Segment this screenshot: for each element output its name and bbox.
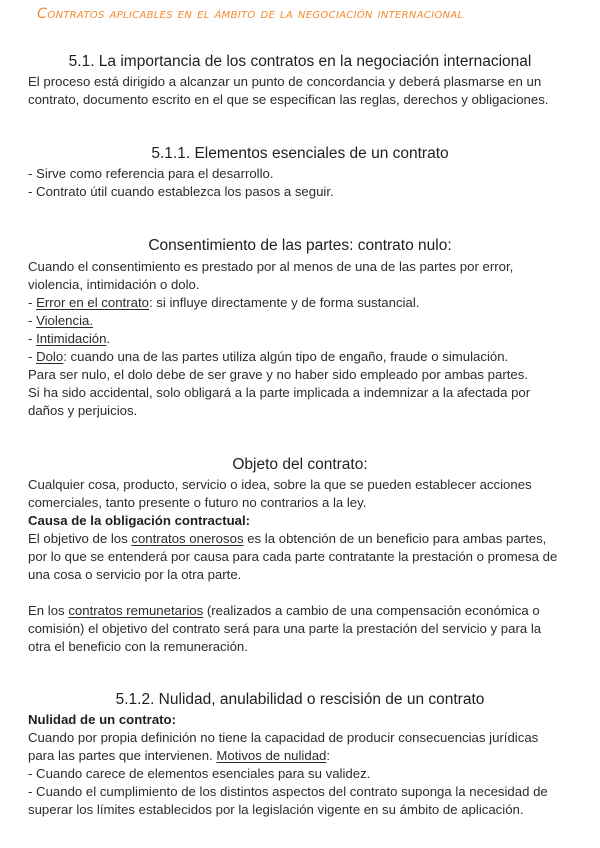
item-text: : cuando una de las partes utiliza algún tipo de engaño, fraude o simulación.: [63, 349, 509, 364]
paragraph-line: Para ser nulo, el dolo debe de ser grave y no haber sido empleado por ambas partes.: [28, 367, 528, 382]
dash: -: [28, 331, 37, 346]
underlined-term: Error en el contrato: [36, 295, 149, 310]
paragraph-line: daños y perjuicios.: [28, 403, 138, 418]
dash: -: [28, 349, 37, 364]
text: (realizados a cambio de una compensación económica o: [203, 603, 540, 618]
section-heading-5-1: 5.1. La importancia de los contratos en la negociación internacional: [68, 53, 532, 70]
text: El objetivo de los: [28, 531, 132, 546]
list-item-dolo: [28, 348, 508, 366]
underlined-term: Intimidación: [36, 331, 107, 346]
paragraph-line: Cualquier cosa, producto, servicio o idea, sobre la que se pueden establecer acciones: [28, 477, 532, 492]
list-item: - Cuando carece de elementos esenciales para su validez.: [28, 766, 371, 781]
handwritten-title: Contratos aplicables en el ámbito de la negociación internacional: [37, 6, 464, 22]
text: En los: [28, 603, 69, 618]
paragraph-line: comerciales, tanto presente o futuro no contrarios a la ley.: [28, 495, 367, 510]
list-item: - Contrato útil cuando establezca los pasos a seguir.: [28, 184, 334, 199]
text: :: [326, 748, 331, 763]
paragraph-line: por lo que se entenderá por causa para cada parte contratante la prestación o promesa de: [28, 549, 558, 564]
paragraph-line: El proceso está dirigido a alcanzar un punto de concordancia y deberá plasmarse en un: [28, 74, 542, 89]
subheading-nulidad: Nulidad de un contrato:: [28, 712, 176, 727]
subheading-causa: Causa de la obligación contractual:: [28, 513, 251, 528]
paragraph-line: Cuando por propia definición no tiene la capacidad de producir consecuencias jurídicas: [28, 730, 539, 745]
dash: -: [28, 295, 37, 310]
section-heading-5-1-2: 5.1.2. Nulidad, anulabilidad o rescisión de un contrato: [115, 691, 485, 708]
item-text: .: [106, 331, 111, 346]
dash: -: [28, 313, 37, 328]
list-item: - Sirve como referencia para el desarrollo.: [28, 166, 274, 181]
paragraph-line: [28, 747, 330, 765]
text: es la obtención de un beneficio para ambas partes,: [243, 531, 547, 546]
text: para las partes que intervienen.: [28, 748, 217, 763]
underlined-term: Dolo: [36, 349, 64, 364]
list-item: - Cuando el cumplimiento de los distintos aspectos del contrato suponga la necesidad de: [28, 784, 548, 799]
paragraph-line: [28, 602, 540, 620]
heading-objeto: Objeto del contrato:: [232, 456, 368, 473]
heading-consentimiento: Consentimiento de las partes: contrato nulo:: [148, 237, 452, 254]
underlined-term: contratos remunetarios: [68, 603, 204, 618]
paragraph-line: una cosa o servicio por la otra parte.: [28, 567, 242, 582]
list-item-intimidacion: [28, 330, 110, 348]
underlined-term: Violencia.: [36, 313, 94, 328]
paragraph-line: superar los límites establecidos por la legislación vigente en su ámbito de aplicación.: [28, 802, 524, 817]
item-text: : si influye directamente y de forma sustancial.: [148, 295, 420, 310]
paragraph-line: Cuando el consentimiento es prestado por al menos de una de las partes por error,: [28, 259, 514, 274]
paragraph-line: Si ha sido accidental, solo obligará a la parte implicada a indemnizar a la afectada por: [28, 385, 531, 400]
paragraph-line: violencia, intimidación o dolo.: [28, 277, 200, 292]
paragraph-line: otra el beneficio con la remuneración.: [28, 639, 248, 654]
paragraph-line: contrato, documento escrito en el que se especifican las reglas, derechos y obligaciones.: [28, 92, 549, 107]
list-item-error: [28, 294, 419, 312]
paragraph-line: [28, 530, 546, 548]
list-item-violencia: [28, 312, 93, 330]
section-heading-5-1-1: 5.1.1. Elementos esenciales de un contrato: [151, 145, 449, 162]
underlined-term: Motivos de nulidad: [216, 748, 327, 763]
underlined-term: contratos onerosos: [131, 531, 244, 546]
paragraph-line: comisión) el objetivo del contrato será para una parte la prestación del servicio y para la: [28, 621, 542, 636]
